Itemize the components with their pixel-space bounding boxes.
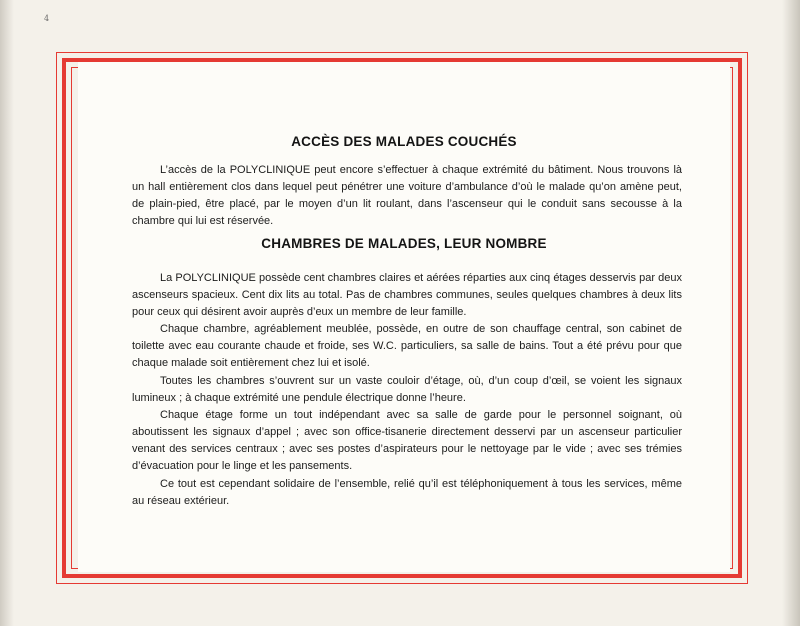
paragraph: Ce tout est cependant solidaire de l’ensemble, relié qu’il est téléphoniquement à tous les services, même au réseau extérieur. (132, 478, 682, 507)
paragraph: Toutes les chambres s’ouvrent sur un vaste couloir d’étage, où, d’un coup d’œil, se voient les signaux lumineux ; à chaque extrémité une pendule électrique donne l’heure. (132, 375, 682, 404)
section-heading-acces: ACCÈS DES MALADES COUCHÉS (291, 134, 517, 149)
page-edge-right (782, 0, 800, 626)
paragraph: L’accès de la POLYCLINIQUE peut encore s’effectuer à chaque extrémité du bâtiment. Nous trouvons là un hall entièrement clos dans lequel peut pénétrer une voiture d’ambulance d’où le malade qu’on amène peut, de plain-pied, être placé, par le moyen d’un lit roulant, dans l’ascenseur qui le conduit sans secousse à la chambre qui lui est réservée. (132, 164, 682, 227)
paragraph: Chaque chambre, agréablement meublée, possède, en outre de son chauffage central, son cabinet de toilette avec eau courante chaude et froide, ses W.C. particuliers, sa salle de bains. Tout a été prévu pour que chaque malade soit entièrement chez lui et isolé. (132, 323, 682, 369)
section-heading-chambres: CHAMBRES DE MALADES, LEUR NOMBRE (261, 236, 547, 251)
page-mark: 4 (44, 14, 50, 23)
content-area (78, 62, 730, 572)
page-edge-left (0, 0, 14, 626)
paragraph: Chaque étage forme un tout indépendant avec sa salle de garde pour le personnel soignant, où aboutissent les signaux d’appel ; avec son office-tisanerie directement desservi par un ascenseur particulier venant des services centraux ; avec ses postes d’aspirateurs pour le nettoyage par le vide ; avec ses trémies d’évacuation pour le linge et les pansements. (132, 409, 682, 472)
paragraph: La POLYCLINIQUE possède cent chambres claires et aérées réparties aux cinq étages desservis par deux ascenseurs spacieux. Cent dix lits au total. Pas de chambres communes, seules quelques chambres à deux lits pour ceux qui désirent avoir auprès d’eux un membre de leur famille. (132, 272, 682, 318)
